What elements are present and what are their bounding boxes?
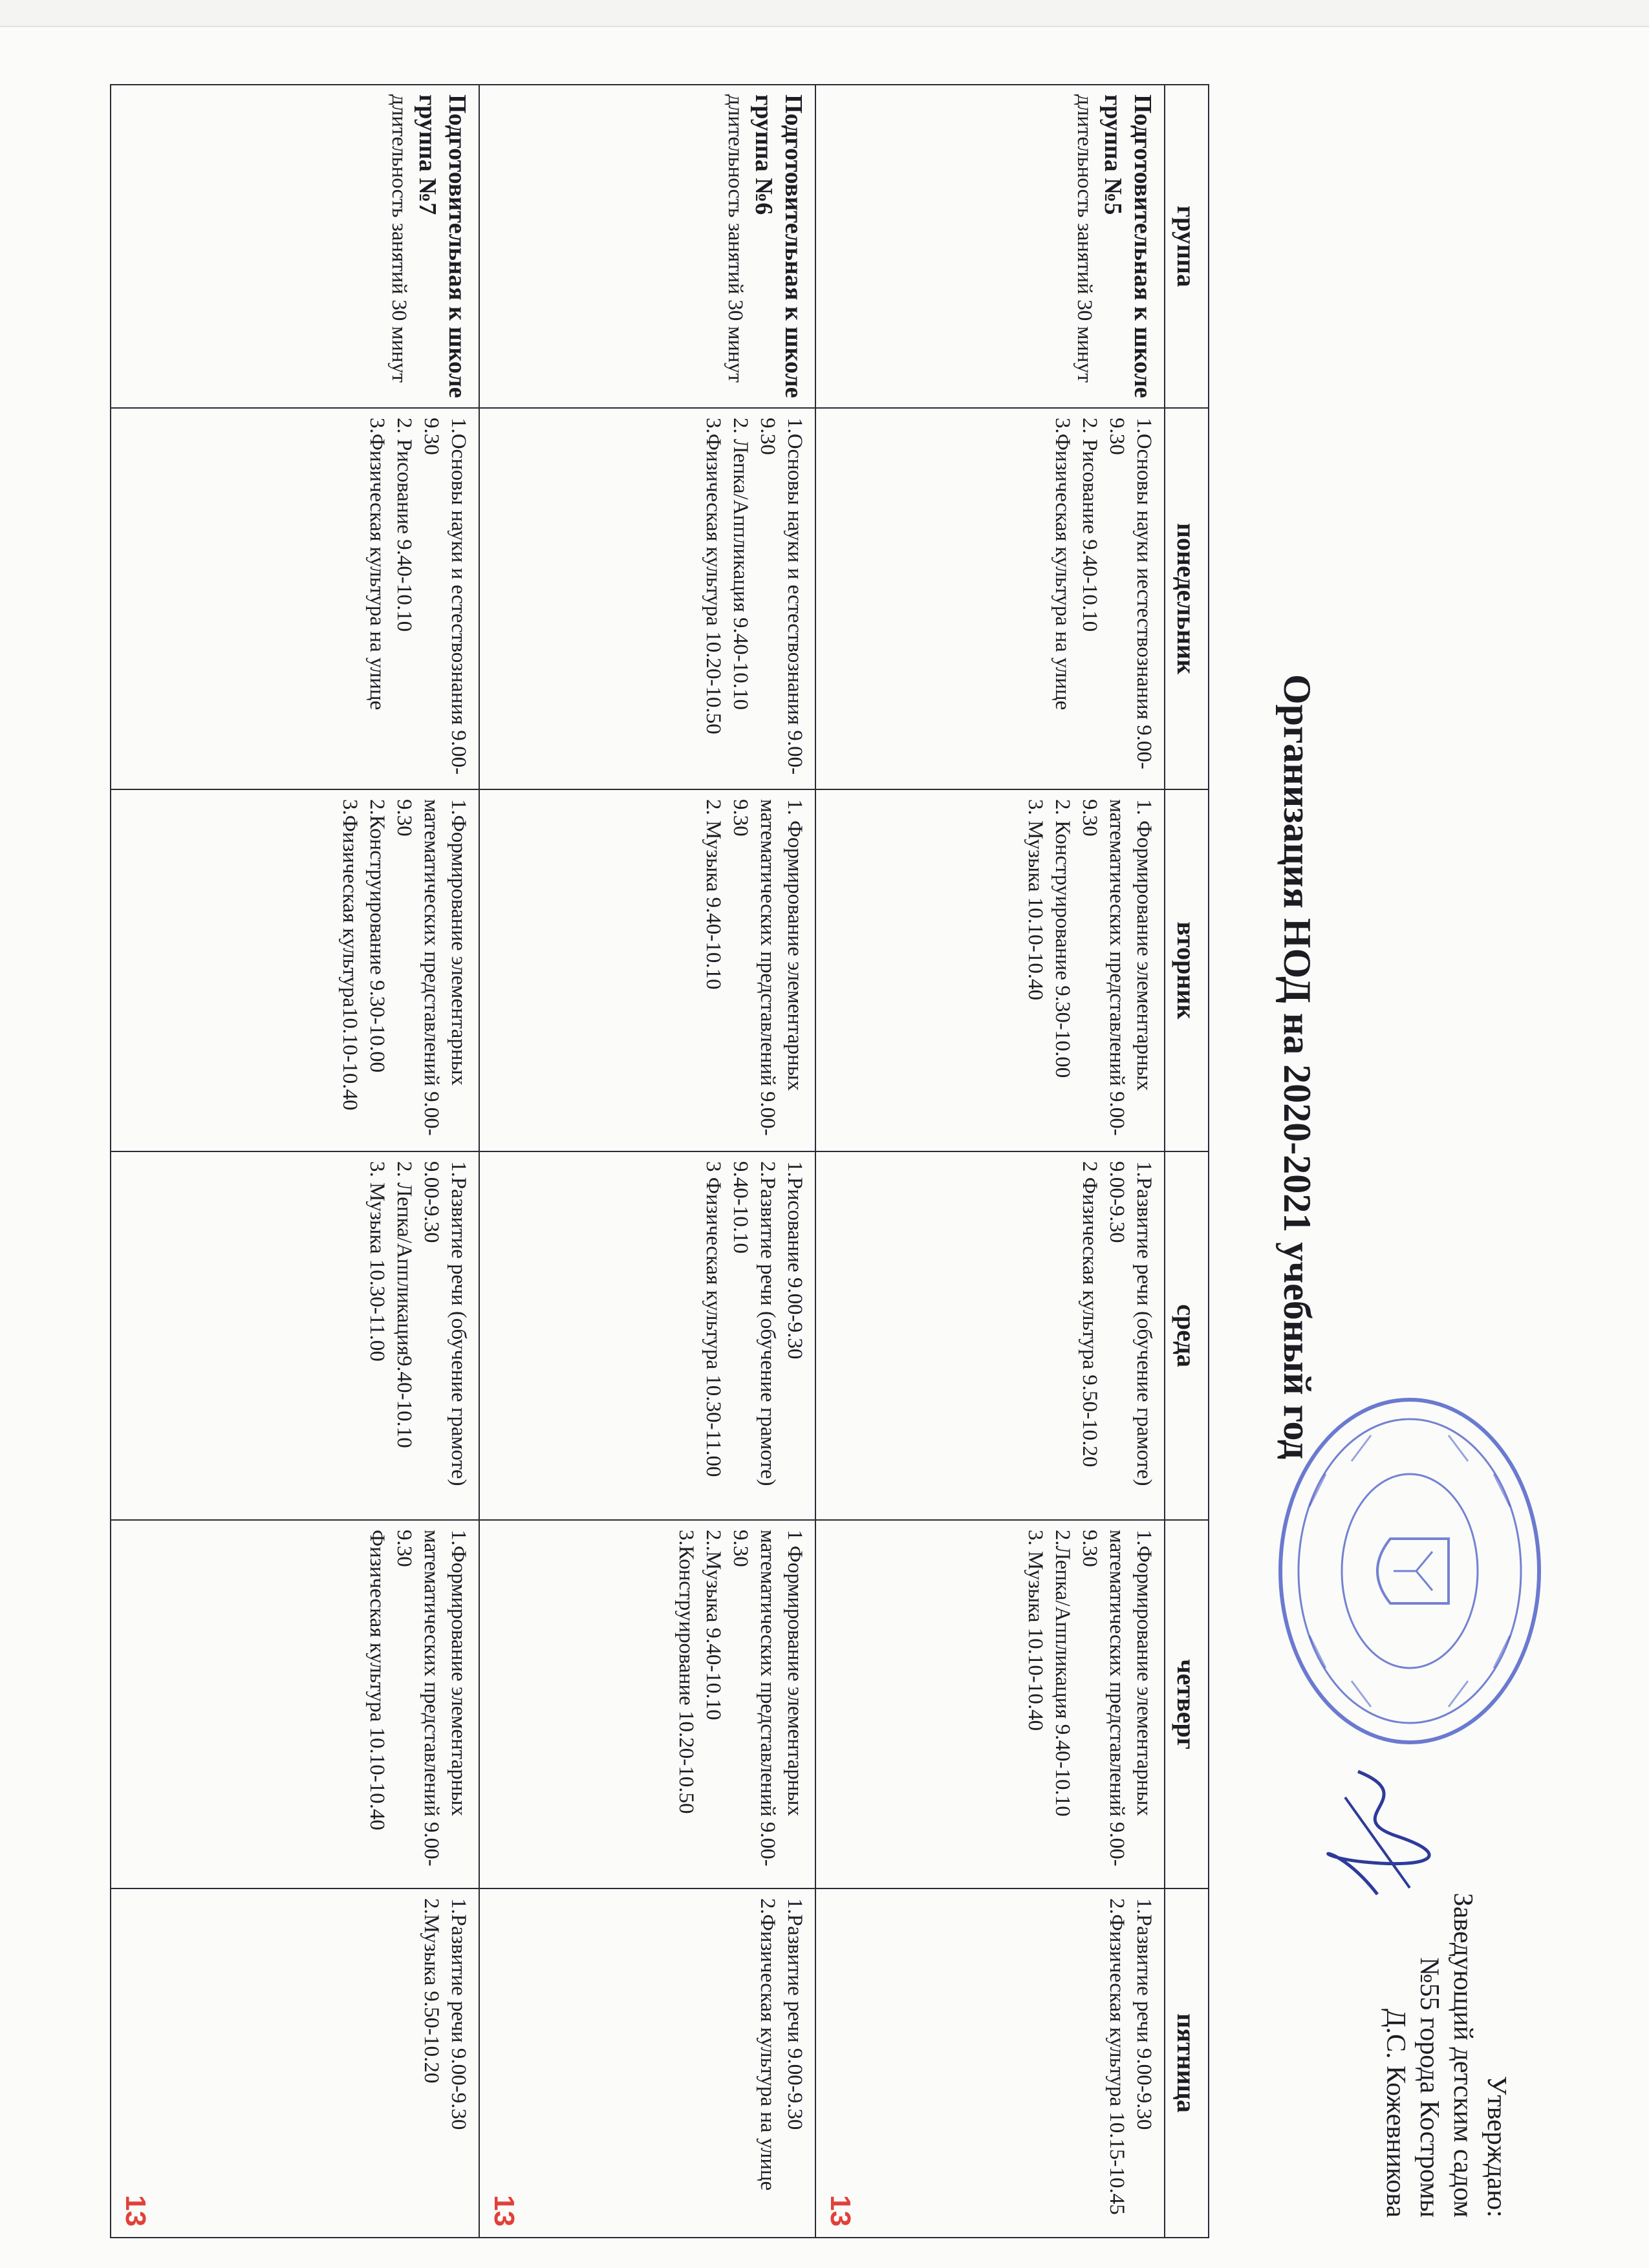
signature [1326,1759,1436,1914]
lesson: 3. Музыка 10.10-10.40 [1024,1530,1047,1731]
approval-line: Утверждаю: [1482,2075,1511,2218]
day-cell [815,1888,1165,2238]
lesson: 2 Физическая культура 9.50-10.20 [1078,1161,1101,1468]
table-header-row [1165,85,1209,2238]
lesson: 1.Развитие речи (обучение грамоте) 9.00-9.30 [1105,1161,1156,1486]
day-cell [479,1151,815,1520]
day-cell [111,408,479,789]
group-name: Подготовительная к школе группа №6 [750,94,807,398]
column-header: группа [1165,85,1209,408]
lesson: 1.Основы науки и естествознания 9.00-9.30 [420,418,470,775]
table-row [815,85,1165,2238]
schedule-table [110,84,1209,2238]
lesson: 1.Развитие речи 9.00-9.30 [1132,1898,1156,2130]
lesson: 2.Физическая культура 10.15-10.45 [1105,1898,1128,2215]
lesson: 3.Физическая культура10.10-10.40 [338,799,361,1111]
lesson: 2.Лепка/Аппликация 9.40-10.10 [1051,1530,1074,1817]
column-header: вторник [1165,789,1209,1151]
day-cell [479,408,815,789]
lesson: 2.Музыка 9.50-10.20 [420,1898,443,2084]
lesson: 2.Конструирование 9.30-10.00 [365,799,389,1073]
page-number: 13 [488,2195,520,2227]
day-cell [815,1151,1165,1520]
group-duration: длительность занятий 30 минут [1073,94,1096,383]
group-name: Подготовительная к школе группа №7 [414,94,471,398]
lesson: 2. Музыка 9.40-10.10 [702,799,725,990]
lesson: 1.Формирование элементарных математических представлений 9.00-9.30 [1078,1530,1156,1867]
lesson: 3.Конструирование 10.20-10.50 [674,1530,698,1814]
lesson: 3. Музыка 10.10-10.40 [1024,799,1047,1001]
page-number: 13 [120,2195,151,2227]
lesson: 2. Рисование 9.40-10.10 [393,418,416,632]
approval-line: Д.С. Кожевникова [1381,2008,1410,2218]
column-header: пятница [1165,1888,1209,2238]
group-cell [815,85,1165,408]
day-cell [479,789,815,1151]
lesson: 1 Формирование элементарных математических представлений 9.00-9.30 [729,1530,806,1867]
approval-line: Заведующий детским садом [1448,1892,1478,2218]
column-header: среда [1165,1151,1209,1520]
lesson: 1.Основы науки и естествознания 9.00-9.30 [756,418,806,775]
lesson: 2. Рисование 9.40-10.10 [1078,418,1101,632]
lesson: 2. Лепка/Аппликация9.40-10.10 [393,1161,416,1448]
lesson: 1. Формирование элементарных математических представлений 9.00-9.30 [1078,799,1156,1136]
table-row [479,85,815,2238]
lesson: 1.Формирование элементарных математических представлений 9.00-9.30 [393,799,470,1136]
group-name: Подготовительная к школе группа №5 [1099,94,1156,398]
lesson: 3. Музыка 10.30-11.00 [365,1161,389,1362]
column-header: понедельник [1165,408,1209,789]
lesson: 1. Формирование элементарных математических представлений 9.00-9.30 [729,799,806,1136]
group-duration: длительность занятий 30 минут [387,94,411,383]
lesson: 2. Конструирование 9.30-10.00 [1051,799,1074,1078]
column-header: четверг [1165,1520,1209,1888]
group-cell [111,85,479,408]
day-cell [111,1520,479,1888]
lesson: 3 Физическая культура 10.30-11.00 [702,1161,725,1477]
lesson: 2.Развитие речи (обучение грамоте) 9.40-10.10 [729,1161,779,1486]
day-cell [479,1520,815,1888]
approval-line: №55 города Костромы [1414,1957,1444,2218]
day-cell [815,408,1165,789]
lesson: Физическая культура 10.10-10.40 [365,1530,389,1830]
day-cell [111,789,479,1151]
lesson: 1.Развитие речи (обучение грамоте) 9.00-9.30 [420,1161,470,1486]
page-number: 13 [824,2195,856,2227]
lesson: 2.Физическая культура на улице [756,1898,779,2191]
lesson: 1.Рисование 9.00-9.30 [783,1161,806,1360]
day-cell [479,1888,815,2238]
table-row [111,85,479,2238]
lesson: 1.Основы науки иестествознания 9.00-9.30 [1105,418,1156,769]
group-duration: длительность занятий 30 минут [724,94,747,383]
lesson: 3.Физическая культура на улице [365,418,389,711]
group-cell [479,85,815,408]
day-cell [815,789,1165,1151]
day-cell [111,1151,479,1520]
lesson: 3.Физическая культура 10.20-10.50 [702,418,725,734]
lesson: 1.Формирование элементарных математических представлений 9.00-9.30 [393,1530,470,1867]
day-cell [815,1520,1165,1888]
lesson: 1.Развитие речи 9.00-9.30 [447,1898,470,2130]
lesson: 3.Физическая культура на улице [1051,418,1074,711]
lesson: 1.Развитие речи 9.00-9.30 [783,1898,806,2130]
lesson: 2..Музыка 9.40-10.10 [702,1530,725,1720]
document-title: Организация НОД на 2020-2021 учебный год [1276,674,1319,1460]
day-cell [111,1888,479,2238]
lesson: 2. Лепка/Аппликация 9.40-10.10 [729,418,752,711]
